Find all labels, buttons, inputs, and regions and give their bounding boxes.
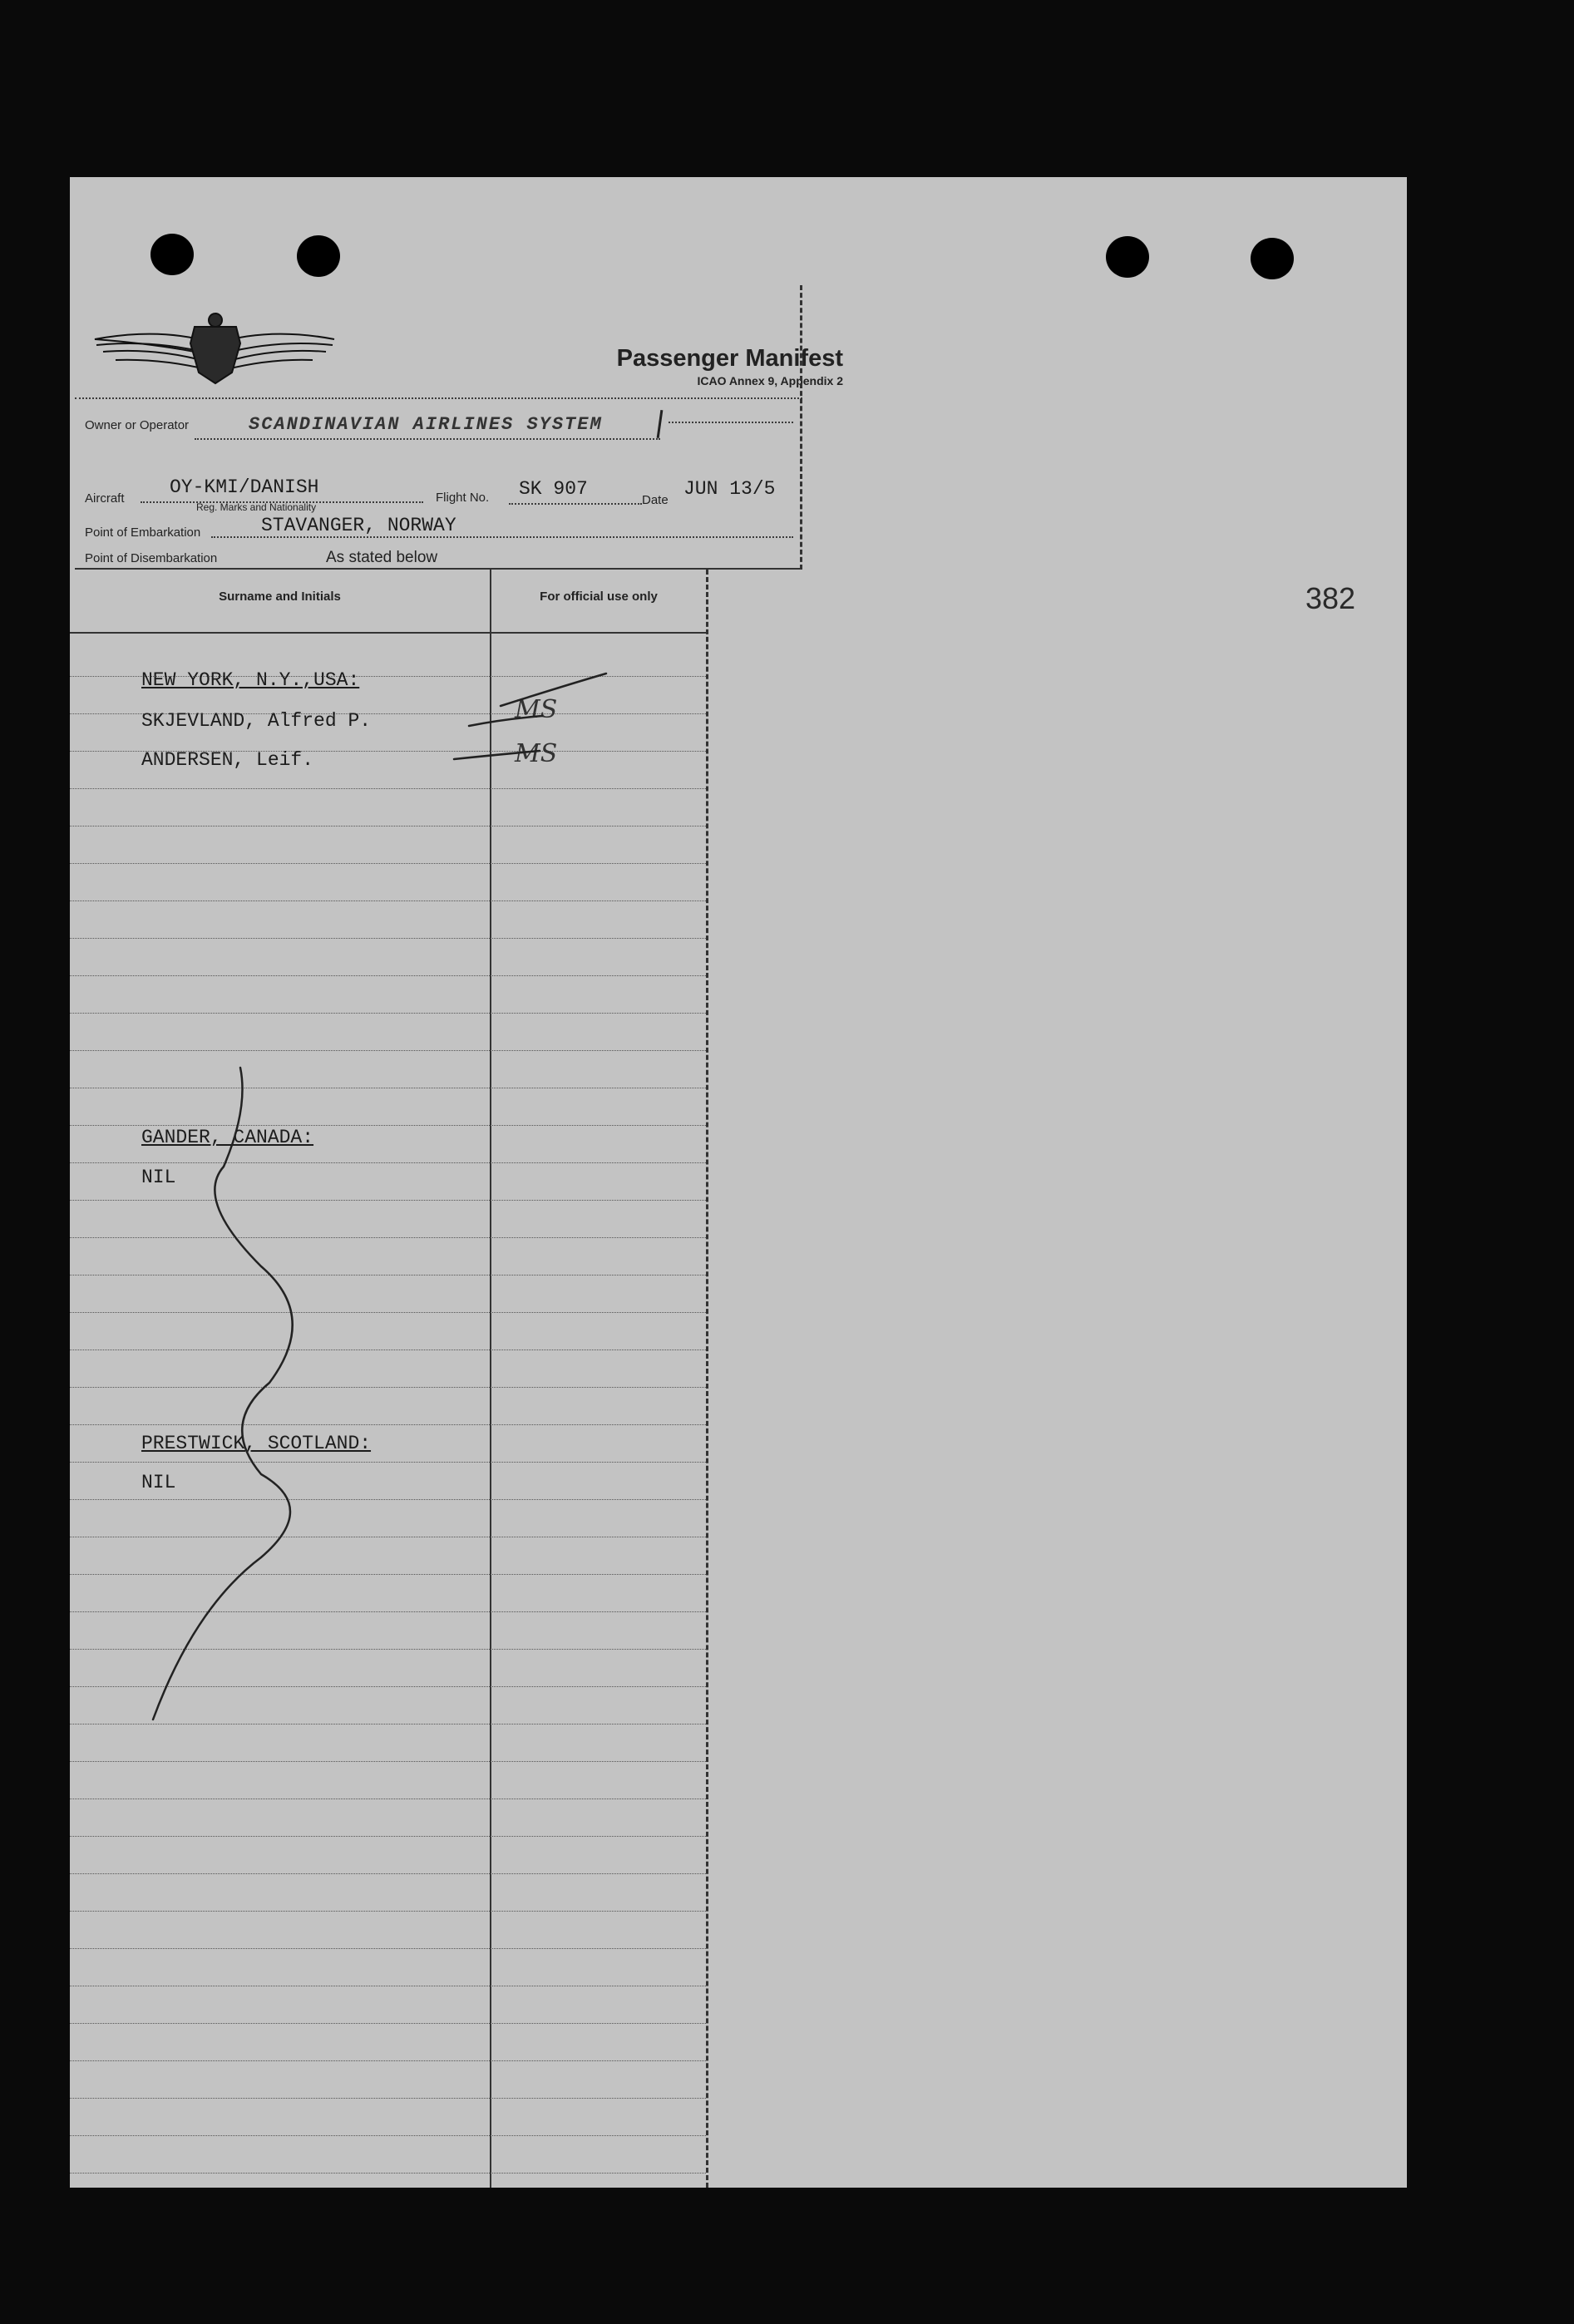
flight-label: Flight No.	[436, 491, 490, 505]
passenger-entry: SKJEVLAND, Alfred P.	[141, 710, 372, 732]
destination-header: PRESTWICK, SCOTLAND:	[141, 1433, 372, 1454]
manifest-sheet	[70, 177, 1407, 2188]
passenger-entry: ANDERSEN, Leif.	[141, 749, 314, 771]
owner-label: Owner or Operator	[85, 418, 190, 432]
aircraft-value: OY-KMI/DANISH	[170, 476, 319, 498]
nil-entry: NIL	[141, 1472, 176, 1493]
aircraft-label: Aircraft	[85, 491, 125, 506]
embarkation-value: STAVANGER, NORWAY	[261, 515, 456, 536]
reg-marks-label: Reg. Marks and Nationality	[196, 501, 317, 513]
destination-header: NEW YORK, N.Y.,USA:	[141, 669, 360, 691]
nil-entry: NIL	[141, 1167, 176, 1188]
column-header-name: Surname and Initials	[219, 590, 341, 604]
handwritten-strokes	[70, 177, 1407, 2188]
official-initials: MS	[515, 695, 558, 724]
owner-value: SCANDINAVIAN AIRLINES SYSTEM	[249, 414, 603, 435]
destination-header: GANDER, CANADA:	[141, 1127, 314, 1148]
page-number: 382	[1305, 581, 1356, 615]
disembarkation-value: As stated below	[326, 549, 438, 566]
disembarkation-label: Point of Disembarkation	[85, 551, 218, 565]
manifest-subtitle: ICAO Annex 9, Appendix 2	[697, 374, 843, 387]
manifest-title: Passenger Manifest	[616, 345, 843, 372]
flight-value: SK 907	[519, 478, 588, 500]
date-label: Date	[642, 493, 669, 507]
date-value: JUN 13/5	[683, 478, 776, 500]
embarkation-label: Point of Embarkation	[85, 525, 201, 540]
official-initials: MS	[515, 739, 558, 768]
column-header-official: For official use only	[540, 590, 658, 604]
